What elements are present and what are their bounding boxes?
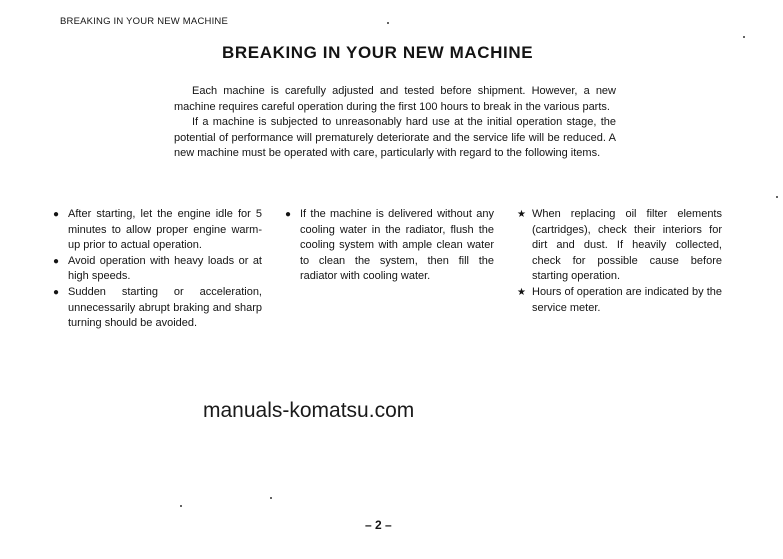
list-item [516,285,722,316]
list-item [52,207,262,254]
notes-column-3 [516,207,722,316]
intro-text [174,84,616,162]
running-header: BREAKING IN YOUR NEW MACHINE [60,16,228,27]
intro-paragraph-1: Each machine is carefully adjusted and tested before shipment. However, a new machine requires careful operation during the first 100 hours to break in the various parts. [174,85,616,113]
watermark-text: manuals-komatsu.com [203,399,415,422]
scan-speck [180,505,182,507]
list-item-text: If the machine is delivered without any cooling water in the radiator, flush the cooling system with ample clean water to clean the system, then fill the radiator with cooling water. [300,208,494,283]
scan-speck [387,22,389,24]
list-item-text: When replacing oil filter elements (cartridges), check their interiors for dirt and dust. If heavily collected, check for possible cause before starting operation. [532,208,722,283]
list-item-text: Hours of operation are indicated by the service meter. [532,285,722,314]
intro-paragraph-2: If a machine is subjected to unreasonably hard use at the initial operation stage, the potential of performance will prematurely deteriorate and the service life will be reduced. A new machine must be operated with care, particularly with regard to the following items. [174,116,616,160]
star-icon: ★ [517,286,526,298]
list-item-text: Sudden starting or acceleration, unnecessarily abrupt braking and sharp turning should be avoided. [68,285,262,330]
list-item [516,207,722,285]
bullet-icon: ● [285,209,292,220]
page-number: – 2 – [365,518,392,532]
scan-speck [270,497,272,499]
bullet-icon: ● [53,255,60,267]
precautions-column-2 [284,207,494,285]
scan-speck [776,196,778,198]
page-title: BREAKING IN YOUR NEW MACHINE [222,43,534,62]
scan-speck [743,36,745,38]
list-item [284,207,494,285]
list-item [52,254,262,285]
bullet-icon: ● [53,286,60,298]
star-icon: ★ [517,209,526,220]
list-item-text: After starting, let the engine idle for 5 minutes to allow proper engine warm-up prior to actual operation. [68,208,262,252]
precautions-column-1 [52,207,262,332]
list-item-text: Avoid operation with heavy loads or at high speeds. [68,254,262,283]
list-item [52,285,262,332]
bullet-icon: ● [53,209,60,220]
